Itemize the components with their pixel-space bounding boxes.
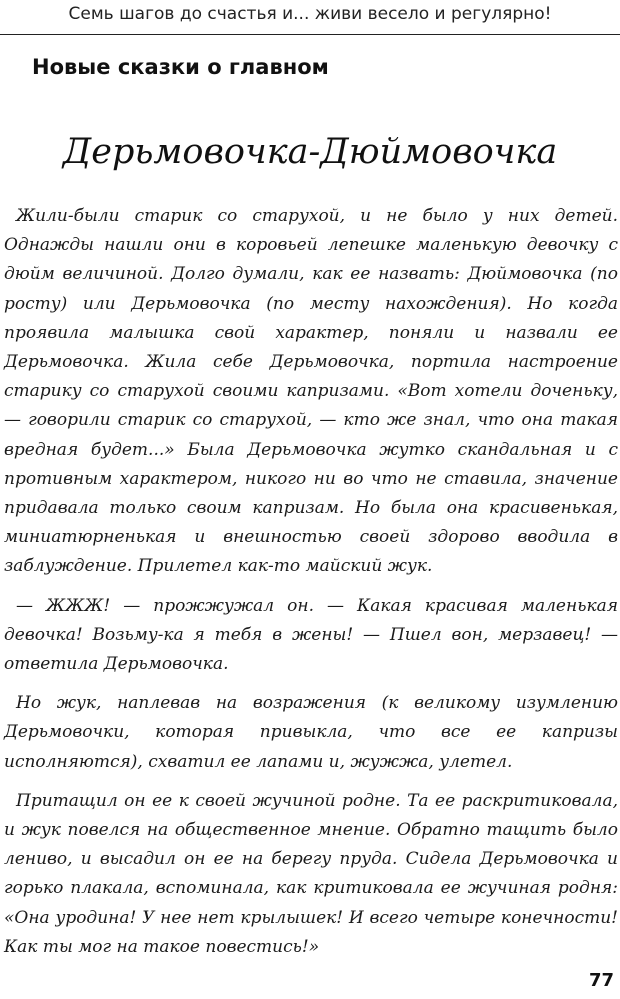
header-rule — [0, 34, 620, 35]
running-header: Семь шагов до счастья и... живи весело и регулярно! — [68, 4, 552, 24]
story-body — [4, 202, 618, 972]
section-heading: Новые сказки о главном — [32, 55, 329, 79]
paragraph-1: Жили-были старик со старухой, и не было у них детей. Однажды нашли они в коровьей лепешке маленькую девочку с дюйм величиной. Долго думали, как ее назвать: Дюймовочка (по росту) или Дерьмовочка (по месту нахождения). Но когда проявила малышка свой характер, поняли и назвали ее Дерьмовочка. Жила себе Дерьмовочка, портила настроение старику со старухой своими капризами. «Вот хотели доченьку, — говорили старик со старухой, — кто же знал, что она такая вредная будет...» Была Дерьмовочка жутко скандальная и с противным характером, никого ни во что не ставила, значение придавала только своим капризам. Но была она красивенькая, миниатюрненькая и внешностью своей здорово вводила в заблуждение. Прилетел как-то майский жук. — [4, 206, 618, 577]
paragraph-3: Но жук, наплевав на возражения (к великому изумлению Дерьмовочки, которая привыкла, что все ее капризы исполняются), схватил ее лапами и, жужжа, улетел. — [4, 693, 618, 772]
paragraph-2: — ЖЖЖ! — прожжужал он. — Какая красивая маленькая девочка! Возьму-ка я тебя в жены! — Пшел вон, мерзавец! — ответила Дерьмовочка. — [4, 595, 618, 675]
story-title: Дерьмовочка-Дюймовочка — [62, 132, 558, 172]
page-number: 77 — [588, 970, 614, 991]
paragraph-4: Притащил он ее к своей жучиной родне. Та ее раскритиковала, и жук повелся на общественное мнение. Обратно тащить было лениво, и высадил он ее на берегу пруда. Сидела Дерьмовочка и горько плакала, вспоминала, как критиковала ее жучиная родня: «Она уродина! У нее нет крылышек! И всего четыре конечности! Как ты мог на такое повестись!» — [4, 790, 618, 957]
